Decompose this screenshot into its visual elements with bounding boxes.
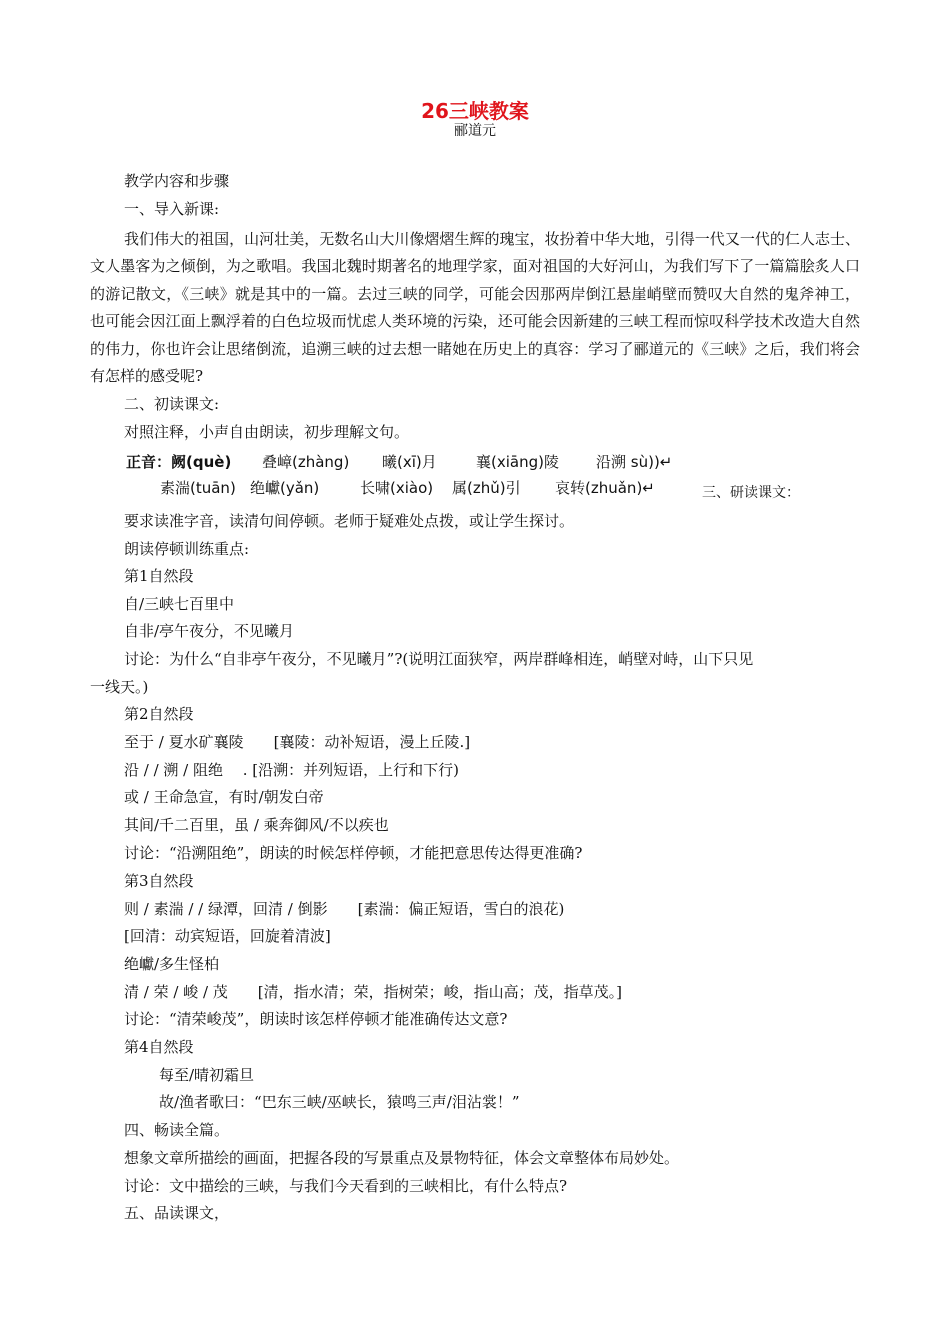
- para1-discussion-cont: 一线天。): [90, 678, 149, 696]
- para4-heading: 第4自然段: [124, 1038, 194, 1056]
- para4-line: 每至/晴初霜旦: [159, 1066, 255, 1084]
- para3-line: 清 / 荣 / 峻 / 茂 [清，指水清；荣，指树荣；峻，指山高；茂，指草茂。]: [124, 983, 622, 1001]
- heading-content: 教学内容和步骤: [124, 172, 230, 190]
- para4-line: 故/渔者歌曰：“巴东三峡/巫峡长，猿鸣三声/泪沾裳！”: [159, 1093, 520, 1111]
- pinyin-row2-item: 素湍(tuān): [160, 479, 236, 497]
- para2-line: 或 / 王命急宣，有时/朝发白帝: [124, 788, 324, 806]
- pinyin-row2-item: 长啸(xiào): [360, 479, 434, 497]
- para3-heading: 第3自然段: [124, 872, 194, 890]
- para2-discussion: 讨论：“沿溯阻绝”，朗读的时候怎样停顿，才能把意思传达得更准确?: [124, 844, 583, 862]
- section-4-text: 想象文章所描绘的画面，把握各段的写景重点及景物特征，体会文章整体布局妙处。: [124, 1149, 680, 1167]
- section-2-text: 对照注释，小声自由朗读，初步理解文句。: [124, 423, 410, 441]
- pinyin-row2-item: 哀转(zhuǎn)↵: [555, 479, 655, 497]
- section-4-discussion: 讨论：文中描绘的三峡，与我们今天看到的三峡相比，有什么特点?: [124, 1177, 568, 1195]
- pause-heading: 朗读停顿训练重点:: [124, 540, 250, 558]
- para2-line: 沿 / / 溯 / 阻绝 . [沿溯：并列短语，上行和下行): [124, 761, 460, 779]
- para1-line: 自非/亭午夜分，不见曦月: [124, 622, 295, 640]
- doc-author: 郦道元: [454, 123, 496, 139]
- section-1-heading: 一、导入新课:: [124, 200, 220, 218]
- pinyin-row1-item: 叠嶂(zhàng): [262, 453, 350, 471]
- pinyin-row1-item: 沿溯 sù))↵: [596, 453, 673, 471]
- intro-paragraph: 我们伟大的祖国，山河壮美，无数名山大川像熠熠生辉的瑰宝，妆扮着中华大地，引得一代又一代的仁人志士、文人墨客为之倾倒，为之歌唱。我国北魏时期著名的地理学家，面对祖国的大好河山，为我们写下了一篇篇脍炙人口的游记散文，《三峡》就是其中的一篇。去过三峡的同学，可能会因那两岸倒江悬崖峭壁而赞叹大自然的鬼斧神工，也可能会因江面上飘浮着的白色垃圾而忧虑人类环境的污染，还可能会因新建的三峡工程而惊叹科学技术改造大自然的伟力，你也许会让思绪倒流，追溯三峡的过去想一睹她在历史上的真容：学习了郦道元的《三峡》之后，我们将会有怎样的感受呢?: [90, 230, 860, 386]
- pinyin-row1-item: 正音：阙(què): [126, 453, 232, 471]
- para3-discussion: 讨论：“清荣峻茂”，朗读时该怎样停顿才能准确传达文意?: [124, 1010, 508, 1028]
- para2-heading: 第2自然段: [124, 705, 194, 723]
- section-3-heading: 三、研读课文：: [702, 485, 800, 501]
- pinyin-row2-item: 绝巘(yǎn): [250, 479, 320, 497]
- pinyin-row1-item: 襄(xiāng)陵: [476, 453, 559, 471]
- para1-line: 自/三峡七百里中: [124, 595, 235, 613]
- para1-heading: 第1自然段: [124, 567, 194, 585]
- pinyin-row2-item: 属(zhǔ)引: [452, 479, 521, 497]
- para2-line: 其间/千二百里，虽 / 乘奔御风/不以疾也: [124, 816, 389, 834]
- section-5-heading: 五、品读课文，: [124, 1204, 230, 1222]
- doc-title: 26三峡教案: [421, 99, 529, 123]
- para3-line: 则 / 素湍 / / 绿潭，回清 / 倒影 [素湍：偏正短语，雪白的浪花): [124, 900, 565, 918]
- para3-line: 绝巘/多生怪柏: [124, 955, 220, 973]
- para2-line: 至于 / 夏水矿襄陵 [襄陵：动补短语，漫上丘陵.]: [124, 733, 471, 751]
- pinyin-row1-item: 曦(xī)月: [382, 453, 437, 471]
- section-2-heading: 二、初读课文:: [124, 395, 220, 413]
- para1-discussion: 讨论：为什么“自非亭午夜分，不见曦月”?(说明江面狭窄，两岸群峰相连，峭壁对峙，山下只见: [124, 650, 754, 668]
- section-4-heading: 四、畅读全篇。: [124, 1121, 230, 1139]
- para3-line: [回清：动宾短语，回旋着清波]: [124, 927, 331, 945]
- section-3-text: 要求读准字音，读清句间停顿。老师于疑难处点拨，或让学生探讨。: [124, 512, 575, 530]
